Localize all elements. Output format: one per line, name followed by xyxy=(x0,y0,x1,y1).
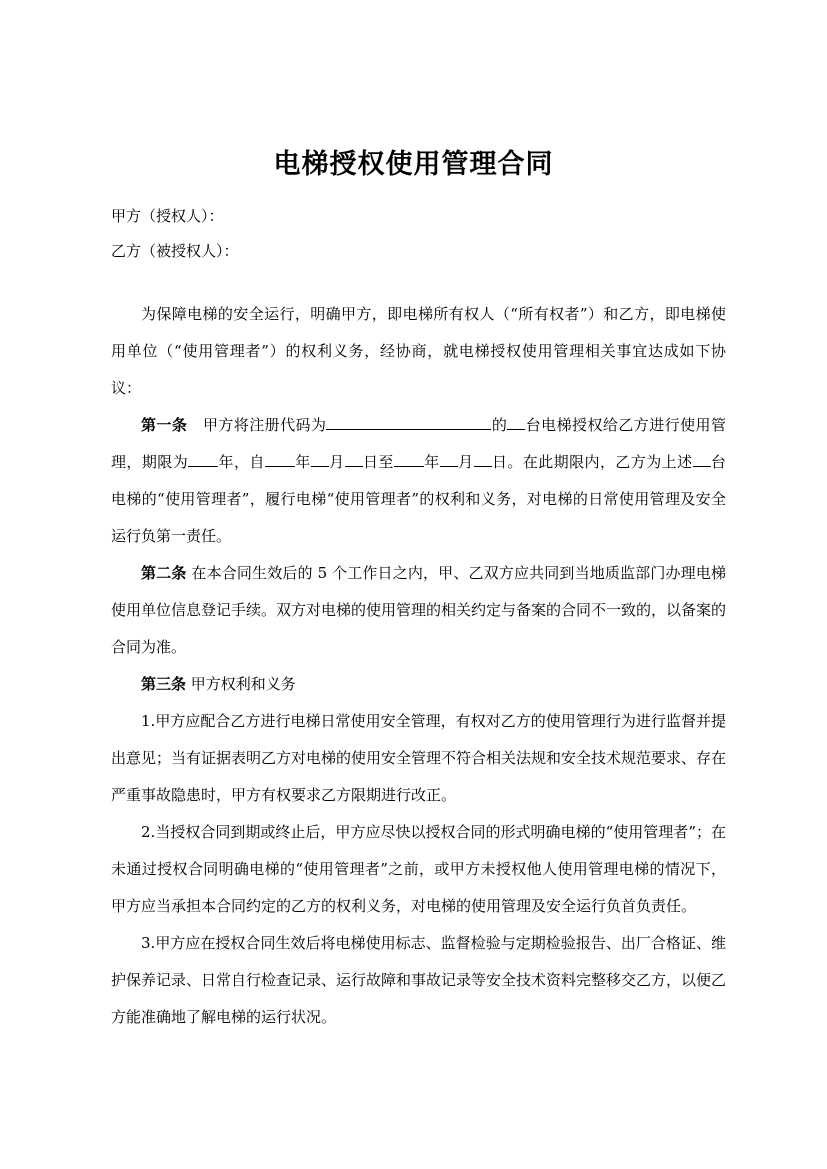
party-a-line: 甲方（授权人）： xyxy=(111,207,224,225)
article-2-paragraph xyxy=(111,555,726,666)
article-2-text: 在本合同生效后的 5 个工作日之内，甲、乙双方应共同到当地质监部门办理电梯使用单位信息登记手续。双方对电梯的使用管理的相关约定与备案的合同不一致的，以备案的合同为准。 xyxy=(111,564,727,656)
article-1-text: 年，自 xyxy=(218,453,265,471)
end-month-blank xyxy=(440,452,458,467)
term-years-blank xyxy=(188,452,218,467)
article-1-text: 月 xyxy=(328,453,345,471)
article-3-subtitle: 甲方权利和义务 xyxy=(190,675,296,693)
article-1-text: 的 xyxy=(491,416,508,434)
article-3-paragraph xyxy=(111,666,726,703)
article-3-heading: 第三条 xyxy=(141,675,187,693)
article-1-heading: 第一条 xyxy=(141,416,188,434)
article-1-text: 年 xyxy=(294,453,311,471)
elevator-count-blank-2 xyxy=(693,452,711,467)
start-day-blank xyxy=(345,452,363,467)
preamble-paragraph: 为保障电梯的安全运行，明确甲方，即电梯所有权人（“所有权者”）和乙方，即电梯使用单位（“使用管理者”）的权利义务，经协商，就电梯授权使用管理相关事宜达成如下协议： xyxy=(111,305,726,397)
end-year-blank xyxy=(394,452,424,467)
article-1-text: 月 xyxy=(457,453,474,471)
contract-body xyxy=(111,296,726,1036)
elevator-count-blank xyxy=(507,415,525,430)
article-1-text: 台电梯的“使用管理者”，履行电梯“使用管理者”的权利和义务，对电梯的日常使用管理及安全运行负第一责任。 xyxy=(111,453,726,545)
article-1-paragraph xyxy=(111,407,726,555)
start-month-blank xyxy=(311,452,329,467)
end-day-blank xyxy=(474,452,492,467)
article-1-text: 日至 xyxy=(362,453,394,471)
article-2-heading: 第二条 xyxy=(141,564,187,582)
article-1-text: 甲方将注册代码为 xyxy=(202,416,327,434)
article-3-item-3: 3.甲方应在授权合同生效后将电梯使用标志、监督检验与定期检验报告、出厂合格证、维护保养记录、日常自行检查记录、运行故障和事故记录等安全技术资料完整移交乙方，以便乙方能准确地了解电梯的运行状况。 xyxy=(111,934,727,1026)
article-1-text: 年 xyxy=(423,453,440,471)
article-1-text: 台电梯授权给乙方进行使用管理，期限为 xyxy=(111,416,726,471)
registration-code-blank xyxy=(326,415,491,430)
article-3-item-2: 2.当授权合同到期或终止后，甲方应尽快以授权合同的形式明确电梯的“使用管理者”；在未通过授权合同明确电梯的“使用管理者”之前，或甲方未授权他人使用管理电梯的情况下，甲方应当承担本合同约定的乙方的权利义务，对电梯的使用管理及安全运行负首负责任。 xyxy=(111,823,726,915)
article-3-item-1: 1.甲方应配合乙方进行电梯日常使用安全管理，有权对乙方的使用管理行为进行监督并提出意见；当有证据表明乙方对电梯的使用安全管理不符合相关法规和安全技术规范要求、存在严重事故隐患时，甲方有权要求乙方限期进行改正。 xyxy=(111,712,727,804)
article-1-text: 日。在此期限内，乙方为上述 xyxy=(491,453,693,471)
start-year-blank xyxy=(265,452,295,467)
page-title: 电梯授权使用管理合同 xyxy=(273,149,554,180)
party-b-line: 乙方（被授权人）： xyxy=(111,242,239,260)
